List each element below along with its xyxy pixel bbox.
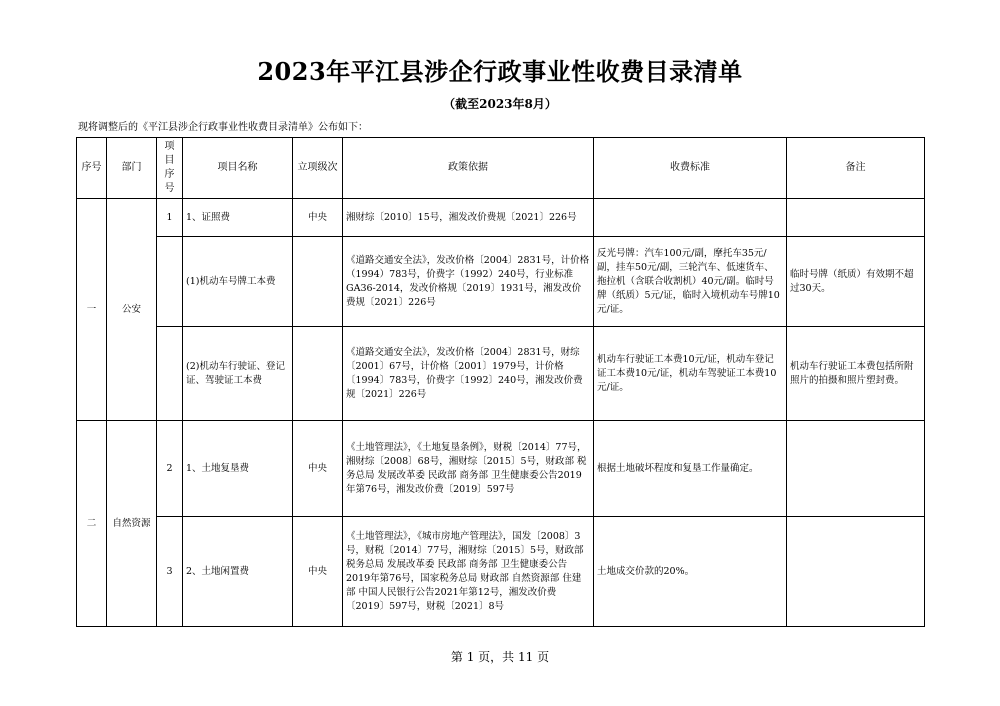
item-standard xyxy=(594,199,787,237)
table-row xyxy=(77,199,925,237)
item-remark xyxy=(787,517,925,627)
item-standard: 机动车行驶证工本费10元/证，机动车登记证工本费10元/证，机动车驾驶证工本费10元/证。 xyxy=(594,327,787,421)
item-policy: 湘财综〔2010〕15号，湘发改价费规〔2021〕226号 xyxy=(343,199,594,237)
fee-table xyxy=(76,137,925,627)
item-level: 中央 xyxy=(293,421,343,517)
intro-text: 现将调整后的《平江县涉企行政事业性收费目录清单》公布如下： xyxy=(78,122,368,133)
item-name: (2)机动车行驶证、登记证、驾驶证工本费 xyxy=(183,327,293,421)
table-row xyxy=(77,421,925,517)
document-subtitle: （截至2023年8月） xyxy=(443,97,557,111)
group-dept: 公安 xyxy=(107,199,157,421)
group-seq: 一 xyxy=(77,199,107,421)
item-standard: 土地成交价款的20%。 xyxy=(594,517,787,627)
item-name: 1、土地复垦费 xyxy=(183,421,293,517)
document-title: 2023年平江县涉企行政事业性收费目录清单 xyxy=(257,57,743,86)
header-standard: 收费标准 xyxy=(594,138,787,199)
header-policy: 政策依据 xyxy=(343,138,594,199)
group-seq: 二 xyxy=(77,421,107,627)
item-remark: 临时号牌（纸质）有效期不超过30天。 xyxy=(787,237,925,327)
item-policy: 《土地管理法》，《城市房地产管理法》，国发〔2008〕3号，财税〔2014〕77号，湘财综〔2015〕5号，财政部 税务总局 发展改革委 民政部 商务部 卫生健康委公告2019年第76号，国家税务总局 财政部 自然资源部 住建部 中国人民银行公告2021年第12号，湘发改价费〔2019〕597号，财税〔2021〕8号 xyxy=(343,517,594,627)
item-seq: 1 xyxy=(157,199,183,237)
table-row xyxy=(77,517,925,627)
item-remark xyxy=(787,199,925,237)
item-seq xyxy=(157,237,183,327)
item-remark xyxy=(787,421,925,517)
table-row xyxy=(77,327,925,421)
item-seq: 3 xyxy=(157,517,183,627)
item-level xyxy=(293,327,343,421)
item-policy: 《道路交通安全法》，发改价格〔2004〕2831号，财综〔2001〕67号，计价格〔2001〕1979号，计价格〔1994〕783号，价费字〔1992〕240号，湘发改价费规〔2021〕226号 xyxy=(343,327,594,421)
item-level: 中央 xyxy=(293,199,343,237)
item-standard: 根据土地破坏程度和复垦工作量确定。 xyxy=(594,421,787,517)
item-seq: 2 xyxy=(157,421,183,517)
item-name: (1)机动车号牌工本费 xyxy=(183,237,293,327)
group-dept: 自然资源 xyxy=(107,421,157,627)
header-item-seq: 项目序号 xyxy=(157,138,183,199)
item-remark: 机动车行驶证工本费包括所附照片的拍摄和照片塑封费。 xyxy=(787,327,925,421)
item-name: 2、土地闲置费 xyxy=(183,517,293,627)
item-name: 1、证照费 xyxy=(183,199,293,237)
item-level xyxy=(293,237,343,327)
item-standard: 反光号牌：汽车100元/副，摩托车35元/副，挂车50元/副，三轮汽车、低速货车、拖拉机（含联合收割机）40元/副。临时号牌（纸质）5元/证，临时入境机动车号牌10元/证。 xyxy=(594,237,787,327)
item-level: 中央 xyxy=(293,517,343,627)
table-row xyxy=(77,237,925,327)
header-remark: 备注 xyxy=(787,138,925,199)
page-footer: 第 1 页，共 11 页 xyxy=(450,650,550,664)
header-level: 立项级次 xyxy=(293,138,343,199)
table-header-row xyxy=(77,138,925,199)
header-item-name: 项目名称 xyxy=(183,138,293,199)
header-dept: 部门 xyxy=(107,138,157,199)
header-seq: 序号 xyxy=(77,138,107,199)
item-seq xyxy=(157,327,183,421)
item-policy: 《道路交通安全法》，发改价格〔2004〕2831号，计价格（1994）783号，价费字（1992）240号，行业标准GA36-2014，发改价格规〔2019〕1931号，湘发改价费规〔2021〕226号 xyxy=(343,237,594,327)
item-policy: 《土地管理法》，《土地复垦条例》，财税〔2014〕77号，湘财综〔2008〕68号，湘财综〔2015〕5号，财政部 税务总局 发展改革委 民政部 商务部 卫生健康委公告2019年第76号，湘发改价费〔2019〕597号 xyxy=(343,421,594,517)
